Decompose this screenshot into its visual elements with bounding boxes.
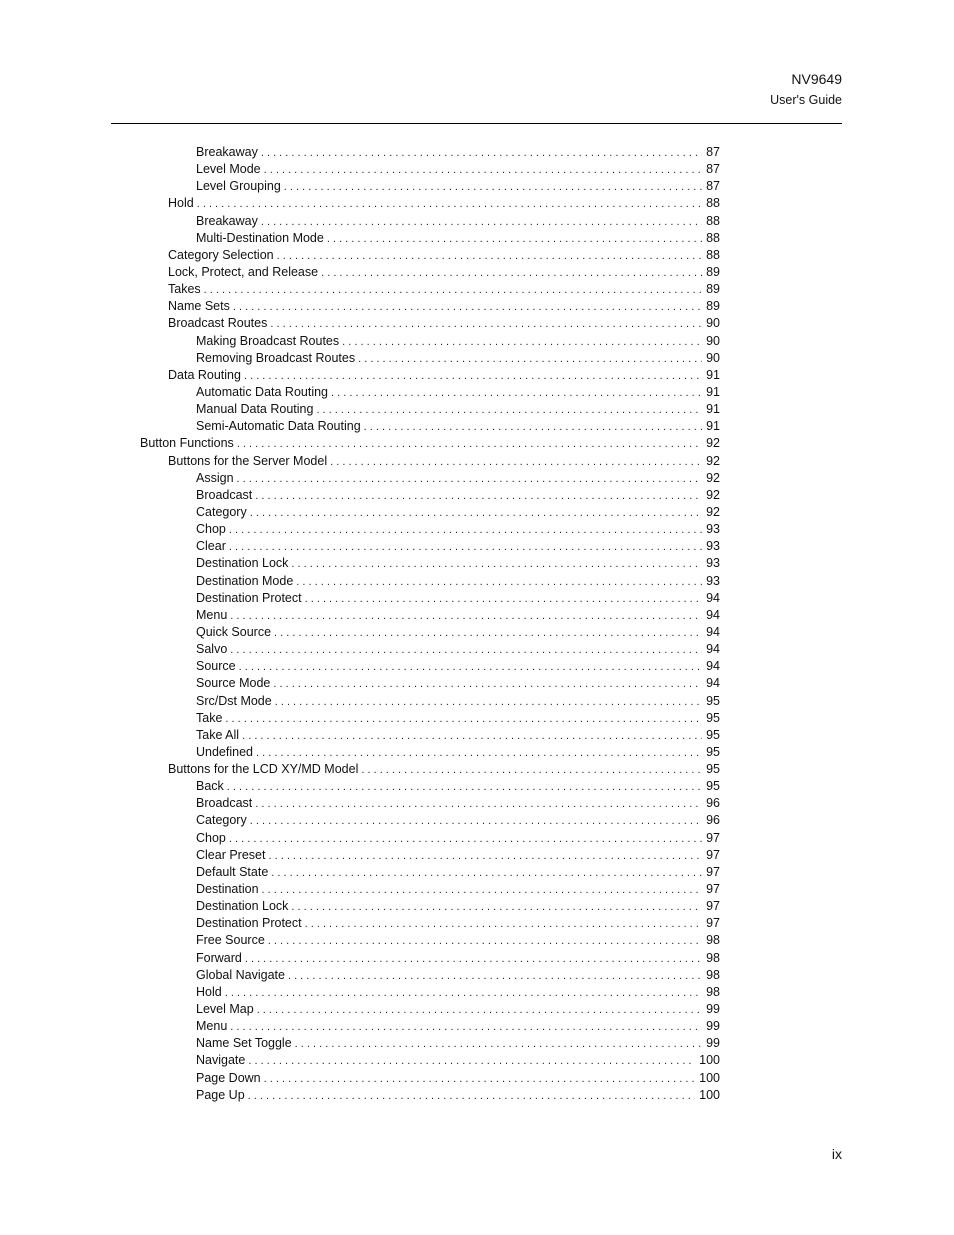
toc-entry-page: 99: [706, 1036, 720, 1051]
toc-entry-page: 90: [706, 350, 720, 365]
dot-leader: [255, 796, 702, 813]
toc-entry-label: Broadcast Routes: [168, 316, 268, 331]
dot-leader: [288, 968, 702, 985]
toc-entry[interactable]: [140, 1052, 720, 1069]
dot-leader: [291, 899, 702, 916]
dot-leader: [305, 591, 702, 608]
dot-leader: [330, 454, 702, 471]
toc-entry-page: 98: [706, 933, 720, 948]
toc-entry-page: 95: [706, 693, 720, 708]
toc-entry-page: 93: [706, 539, 720, 554]
table-of-contents: [140, 144, 720, 1104]
toc-entry-page: 94: [706, 590, 720, 605]
toc-entry-label: Data Routing: [168, 367, 241, 382]
toc-entry-page: 90: [706, 333, 720, 348]
toc-entry-page: 100: [699, 1053, 720, 1068]
toc-entry-page: 99: [706, 1019, 720, 1034]
toc-entry[interactable]: [140, 624, 720, 641]
toc-entry-label: Chop: [196, 830, 226, 845]
toc-entry-page: 94: [706, 624, 720, 639]
toc-entry[interactable]: [140, 453, 720, 470]
toc-entry-page: 98: [706, 984, 720, 999]
dot-leader: [255, 488, 702, 505]
toc-entry-label: Navigate: [196, 1053, 246, 1068]
toc-entry-page: 92: [706, 487, 720, 502]
toc-entry[interactable]: [140, 281, 720, 298]
dot-leader: [239, 659, 702, 676]
document-title: NV9649: [791, 71, 842, 87]
toc-entry-page: 89: [706, 299, 720, 314]
dot-leader: [229, 831, 702, 848]
dot-leader: [274, 625, 702, 642]
toc-entry-label: Button Functions: [140, 436, 234, 451]
toc-entry[interactable]: [140, 367, 720, 384]
toc-entry[interactable]: [140, 727, 720, 744]
toc-entry-page: 96: [706, 813, 720, 828]
dot-leader: [250, 505, 702, 522]
toc-entry-label: Destination Mode: [196, 573, 294, 588]
toc-entry[interactable]: [140, 778, 720, 795]
toc-entry-label: Forward: [196, 950, 242, 965]
toc-entry[interactable]: [140, 144, 720, 161]
dot-leader: [237, 436, 702, 453]
toc-entry[interactable]: [140, 847, 720, 864]
toc-entry-page: 95: [706, 762, 720, 777]
page-number: ix: [831, 1146, 842, 1162]
toc-entry[interactable]: [140, 675, 720, 692]
toc-entry[interactable]: [140, 864, 720, 881]
dot-leader: [321, 265, 702, 282]
toc-entry-label: Clear Preset: [196, 847, 266, 862]
dot-leader: [268, 933, 702, 950]
toc-entry-label: Destination Lock: [196, 899, 289, 914]
toc-entry[interactable]: [140, 932, 720, 949]
dot-leader: [277, 248, 702, 265]
dot-leader: [204, 282, 702, 299]
toc-entry[interactable]: [140, 590, 720, 607]
toc-entry-label: Default State: [196, 864, 269, 879]
toc-entry-page: 97: [706, 830, 720, 845]
dot-leader: [242, 728, 702, 745]
dot-leader: [262, 882, 703, 899]
toc-entry-label: Buttons for the LCD XY/MD Model: [168, 762, 359, 777]
toc-entry-label: Chop: [196, 522, 226, 537]
dot-leader: [229, 522, 702, 539]
toc-entry-label: Page Down: [196, 1070, 261, 1085]
toc-entry[interactable]: [140, 1018, 720, 1035]
toc-entry-label: Back: [196, 779, 224, 794]
dot-leader: [291, 556, 702, 573]
toc-entry-page: 95: [706, 779, 720, 794]
document-subtitle: User's Guide: [770, 93, 842, 107]
toc-entry[interactable]: [140, 658, 720, 675]
toc-entry-label: Salvo: [196, 642, 228, 657]
toc-entry-label: Broadcast: [196, 796, 253, 811]
toc-entry[interactable]: [140, 213, 720, 230]
toc-entry-label: Name Set Toggle: [196, 1036, 292, 1051]
toc-entry-label: Making Broadcast Routes: [196, 333, 340, 348]
dot-leader: [296, 574, 702, 591]
toc-entry-page: 92: [706, 470, 720, 485]
dot-leader: [327, 231, 702, 248]
toc-entry-label: Level Grouping: [196, 179, 281, 194]
dot-leader: [245, 951, 702, 968]
dot-leader: [225, 711, 702, 728]
toc-entry-label: Name Sets: [168, 299, 230, 314]
toc-entry-page: 95: [706, 710, 720, 725]
toc-entry-label: Category Selection: [168, 247, 274, 262]
dot-leader: [271, 865, 702, 882]
toc-entry-page: 87: [706, 145, 720, 159]
dot-leader: [248, 1088, 695, 1105]
dot-leader: [256, 745, 702, 762]
toc-entry[interactable]: [140, 470, 720, 487]
toc-entry[interactable]: [140, 573, 720, 590]
toc-entry[interactable]: [140, 350, 720, 367]
toc-entry-label: Clear: [196, 539, 226, 554]
toc-entry-label: Automatic Data Routing: [196, 384, 329, 399]
toc-entry-page: 97: [706, 864, 720, 879]
header-divider: [111, 123, 842, 124]
toc-entry-label: Take: [196, 710, 223, 725]
toc-entry-page: 94: [706, 642, 720, 657]
toc-entry-page: 87: [706, 179, 720, 194]
toc-entry-label: Manual Data Routing: [196, 402, 314, 417]
dot-leader: [264, 1071, 696, 1088]
toc-entry[interactable]: [140, 1070, 720, 1087]
toc-entry[interactable]: [140, 915, 720, 932]
toc-entry-page: 97: [706, 882, 720, 897]
dot-leader: [229, 539, 702, 556]
dot-leader: [257, 1002, 702, 1019]
toc-entry-label: Hold: [168, 196, 194, 211]
toc-entry-label: Destination: [196, 882, 259, 897]
toc-entry-page: 94: [706, 607, 720, 622]
dot-leader: [305, 916, 702, 933]
toc-entry-label: Destination Protect: [196, 916, 302, 931]
dot-leader: [268, 848, 702, 865]
dot-leader: [364, 419, 702, 436]
toc-entry-label: Global Navigate: [196, 967, 285, 982]
toc-entry-label: Destination Protect: [196, 590, 302, 605]
toc-entry[interactable]: [140, 744, 720, 761]
toc-entry[interactable]: [140, 298, 720, 315]
toc-entry-label: Level Mode: [196, 162, 261, 177]
toc-entry-label: Category: [196, 504, 247, 519]
toc-entry[interactable]: [140, 967, 720, 984]
dot-leader: [261, 145, 702, 162]
toc-entry-label: Undefined: [196, 744, 253, 759]
dot-leader: [197, 196, 702, 213]
toc-entry-page: 91: [706, 367, 720, 382]
toc-entry-page: 97: [706, 847, 720, 862]
toc-entry-page: 91: [706, 402, 720, 417]
dot-leader: [284, 179, 702, 196]
dot-leader: [273, 676, 702, 693]
toc-entry[interactable]: [140, 178, 720, 195]
dot-leader: [331, 385, 702, 402]
toc-entry-page: 93: [706, 522, 720, 537]
toc-entry[interactable]: [140, 1001, 720, 1018]
toc-entry[interactable]: [140, 710, 720, 727]
toc-entry[interactable]: [140, 830, 720, 847]
toc-entry-label: Take All: [196, 727, 240, 742]
toc-entry-label: Hold: [196, 984, 222, 999]
dot-leader: [358, 351, 702, 368]
toc-entry[interactable]: [140, 555, 720, 572]
toc-entry-page: 88: [706, 247, 720, 262]
toc-entry-page: 88: [706, 230, 720, 245]
toc-entry-label: Level Map: [196, 1002, 254, 1017]
dot-leader: [230, 642, 702, 659]
toc-entry-page: 88: [706, 196, 720, 211]
toc-entry-page: 92: [706, 436, 720, 451]
toc-entry[interactable]: [140, 984, 720, 1001]
toc-entry[interactable]: [140, 881, 720, 898]
toc-entry-label: Semi-Automatic Data Routing: [196, 419, 361, 434]
dot-leader: [250, 813, 702, 830]
toc-entry-page: 89: [706, 282, 720, 297]
toc-entry[interactable]: [140, 401, 720, 418]
toc-entry[interactable]: [140, 161, 720, 178]
toc-entry[interactable]: [140, 504, 720, 521]
toc-entry-page: 93: [706, 556, 720, 571]
toc-entry-page: 93: [706, 573, 720, 588]
dot-leader: [261, 214, 702, 231]
toc-entry-label: Lock, Protect, and Release: [168, 264, 319, 279]
toc-entry-page: 92: [706, 453, 720, 468]
toc-entry[interactable]: [140, 1087, 720, 1104]
dot-leader: [316, 402, 702, 419]
toc-entry-label: Free Source: [196, 933, 265, 948]
toc-entry[interactable]: [140, 264, 720, 281]
dot-leader: [342, 334, 702, 351]
toc-entry[interactable]: [140, 195, 720, 212]
dot-leader: [361, 762, 702, 779]
toc-entry[interactable]: [140, 950, 720, 967]
toc-entry-label: Removing Broadcast Routes: [196, 350, 356, 365]
toc-entry-label: Src/Dst Mode: [196, 693, 272, 708]
dot-leader: [264, 162, 702, 179]
toc-entry[interactable]: [140, 435, 720, 452]
toc-entry-page: 100: [699, 1087, 720, 1102]
toc-entry-label: Source Mode: [196, 676, 271, 691]
page-header: [770, 70, 842, 109]
toc-entry-page: 92: [706, 504, 720, 519]
dot-leader: [227, 779, 702, 796]
toc-entry[interactable]: [140, 384, 720, 401]
toc-entry-page: 99: [706, 1002, 720, 1017]
toc-entry-page: 95: [706, 727, 720, 742]
toc-entry-page: 96: [706, 796, 720, 811]
dot-leader: [270, 316, 702, 333]
toc-entry-page: 97: [706, 916, 720, 931]
toc-entry-label: Breakaway: [196, 213, 258, 228]
toc-entry-label: Source: [196, 659, 236, 674]
toc-entry[interactable]: [140, 418, 720, 435]
toc-entry-page: 94: [706, 659, 720, 674]
toc-entry-label: Broadcast: [196, 487, 253, 502]
toc-entry-page: 98: [706, 967, 720, 982]
toc-entry-label: Quick Source: [196, 624, 272, 639]
toc-entry-page: 91: [706, 384, 720, 399]
toc-entry-label: Breakaway: [196, 145, 258, 159]
dot-leader: [248, 1053, 695, 1070]
toc-entry-page: 89: [706, 264, 720, 279]
toc-entry[interactable]: [140, 795, 720, 812]
dot-leader: [230, 608, 702, 625]
toc-entry-page: 91: [706, 419, 720, 434]
dot-leader: [244, 368, 702, 385]
toc-entry[interactable]: [140, 333, 720, 350]
dot-leader: [295, 1036, 702, 1053]
toc-entry-label: Destination Lock: [196, 556, 289, 571]
dot-leader: [230, 1019, 702, 1036]
toc-entry-page: 87: [706, 162, 720, 177]
toc-entry-label: Multi-Destination Mode: [196, 230, 324, 245]
toc-entry-page: 94: [706, 676, 720, 691]
toc-entry[interactable]: [140, 538, 720, 555]
toc-entry[interactable]: [140, 898, 720, 915]
dot-leader: [237, 471, 703, 488]
toc-entry-label: Menu: [196, 607, 228, 622]
toc-entry-page: 88: [706, 213, 720, 228]
toc-entry-page: 100: [699, 1070, 720, 1085]
toc-entry[interactable]: [140, 1035, 720, 1052]
toc-entry[interactable]: [140, 247, 720, 264]
toc-entry[interactable]: [140, 521, 720, 538]
toc-entry[interactable]: [140, 607, 720, 624]
toc-entry[interactable]: [140, 487, 720, 504]
dot-leader: [275, 694, 702, 711]
toc-entry-page: 98: [706, 950, 720, 965]
dot-leader: [233, 299, 702, 316]
toc-entry[interactable]: [140, 693, 720, 710]
toc-entry[interactable]: [140, 641, 720, 658]
toc-entry-label: Assign: [196, 470, 234, 485]
toc-entry-label: Page Up: [196, 1087, 245, 1102]
toc-entry-page: 97: [706, 899, 720, 914]
toc-entry-label: Category: [196, 813, 247, 828]
toc-entry[interactable]: [140, 812, 720, 829]
toc-entry-page: 90: [706, 316, 720, 331]
toc-entry-label: Menu: [196, 1019, 228, 1034]
toc-entry-page: 95: [706, 744, 720, 759]
toc-entry[interactable]: [140, 230, 720, 247]
toc-entry-label: Takes: [168, 282, 201, 297]
toc-entry[interactable]: [140, 315, 720, 332]
toc-entry-label: Buttons for the Server Model: [168, 453, 328, 468]
toc-entry[interactable]: [140, 761, 720, 778]
dot-leader: [225, 985, 702, 1002]
